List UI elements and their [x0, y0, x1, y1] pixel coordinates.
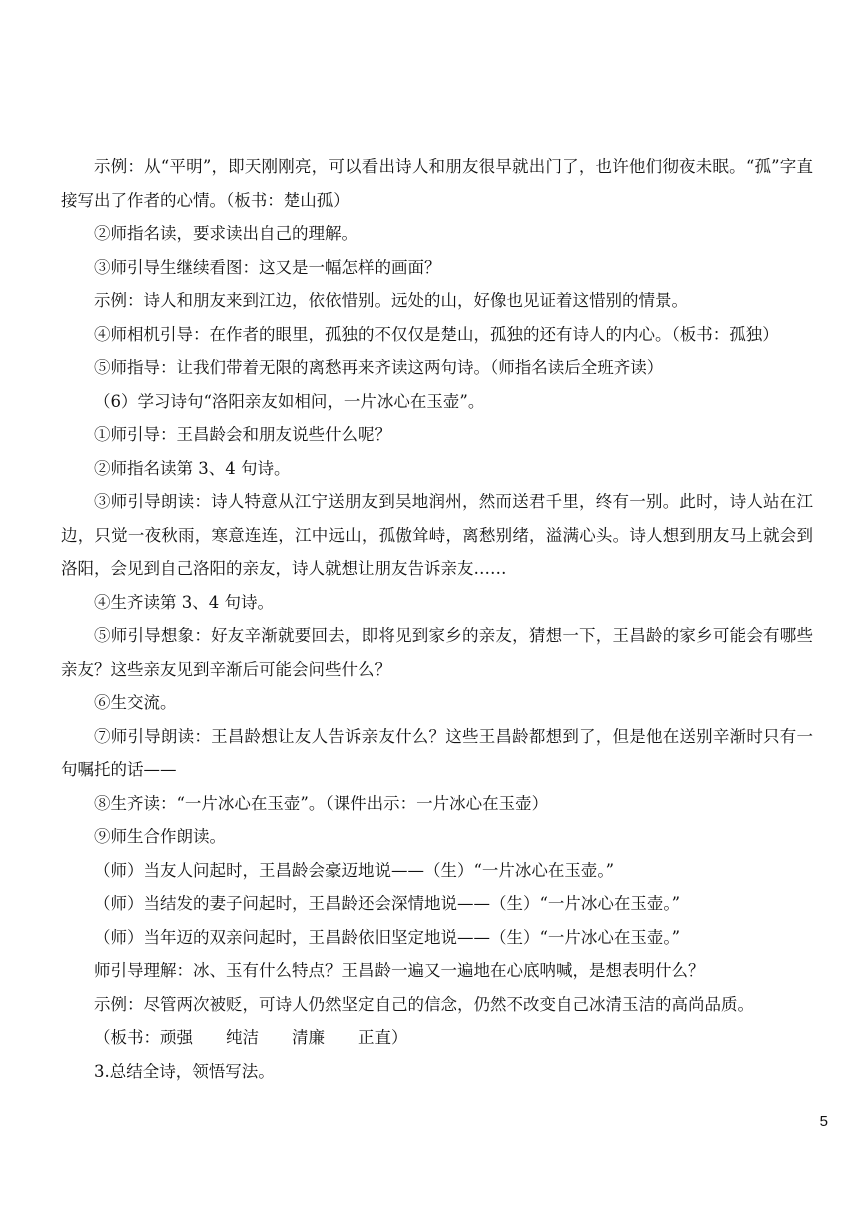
- section-heading: （6）学习诗句“洛阳亲友如相问，一片冰心在玉壶”。: [94, 391, 485, 411]
- paragraph: ④师相机引导：在作者的眼里，孤独的不仅仅是楚山，孤独的还有诗人的内心。（板书：孤独）: [94, 324, 779, 344]
- paragraph: ②师指名读，要求读出自己的理解。: [94, 224, 358, 243]
- dialogue-line: （师）当友人问起时，王昌龄会豪迈地说——（生）“一片冰心在玉壶。”: [94, 860, 615, 880]
- paragraph: 师引导理解：冰、玉有什么特点？王昌龄一遍又一遍地在心底呐喊，是想表明什么？: [94, 961, 705, 980]
- paragraph: ⑥生交流。: [94, 693, 177, 712]
- paragraph: ④生齐读第 3、4 句诗。: [94, 592, 274, 612]
- dialogue-line: （师）当结发的妻子问起时，王昌龄还会深情地说——（生）“一片冰心在玉壶。”: [94, 894, 681, 913]
- section-heading: 3.总结全诗，领悟写法。: [94, 1061, 275, 1081]
- paragraph: ③师引导朗读：诗人特意从江宁送朋友到吴地润州，然而送君千里，终有一别。此时，诗人站在江边，只觉一夜秋雨，寒意连连，江中远山，孤傲耸峙，离愁别绪，溢满心头。诗人想到朋友马上就会到洛阳，会见到自己洛阳的亲友，诗人就想让朋友告诉亲友……: [61, 492, 813, 578]
- paragraph: ⑦师引导朗读：王昌龄想让友人告诉亲友什么？这些王昌龄都想到了，但是他在送别辛渐时只有一句嘱托的话——: [61, 726, 813, 779]
- paragraph: ⑧生齐读：“一片冰心在玉壶”。（课件出示：一片冰心在玉壶）: [94, 793, 549, 813]
- paragraph: 示例：诗人和朋友来到江边，依依惜别。远处的山，好像也见证着这惜别的情景。: [94, 291, 688, 310]
- board-writing: （板书：顽强 纯洁 清廉 正直）: [94, 1028, 408, 1047]
- paragraph: ⑨师生合作朗读。: [94, 827, 226, 846]
- paragraph: 示例：尽管两次被贬，可诗人仍然坚定自己的信念，仍然不改变自己冰清玉洁的高尚品质。: [94, 994, 754, 1014]
- document-body: [61, 150, 813, 1088]
- page-number: 5: [819, 1113, 828, 1130]
- paragraph: ⑤师引导想象：好友辛渐就要回去，即将见到家乡的亲友，猜想一下，王昌龄的家乡可能会有哪些亲友？这些亲友见到辛渐后可能会问些什么？: [61, 626, 813, 679]
- paragraph: ③师引导生继续看图：这又是一幅怎样的画面？: [94, 257, 441, 277]
- paragraph: ⑤师指导：让我们带着无限的离愁再来齐读这两句诗。（师指名读后全班齐读）: [94, 358, 664, 377]
- paragraph: ①师引导：王昌龄会和朋友说些什么呢？: [94, 425, 391, 444]
- paragraph: ②师指名读第 3、4 句诗。: [94, 458, 291, 478]
- paragraph: 示例：从“平明”，即天刚刚亮，可以看出诗人和朋友很早就出门了，也许他们彻夜未眠。“孤”字直接写出了作者的心情。（板书：楚山孤）: [61, 157, 813, 210]
- dialogue-line: （师）当年迈的双亲问起时，王昌龄依旧坚定地说——（生）“一片冰心在玉壶。”: [94, 927, 681, 947]
